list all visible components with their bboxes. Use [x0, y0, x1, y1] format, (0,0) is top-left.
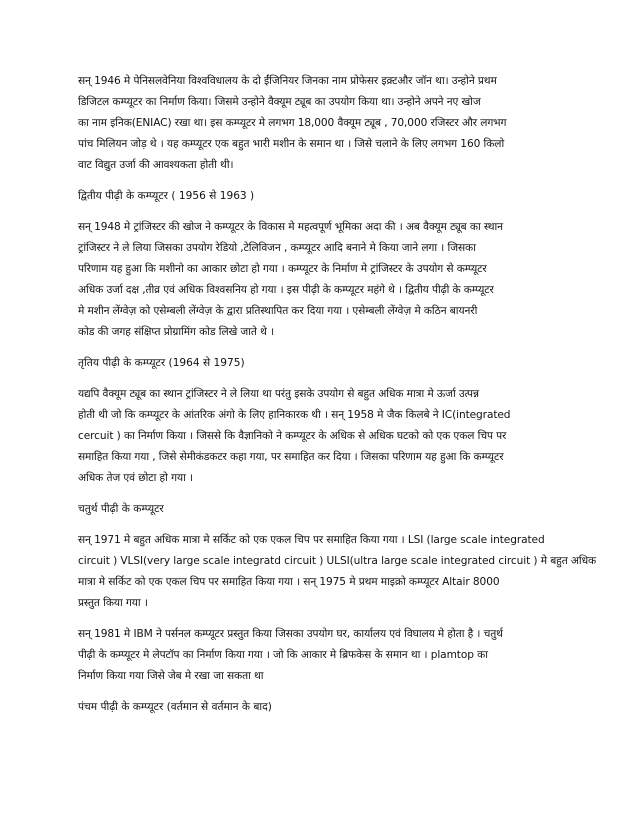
- text-line: कोड की जगह संक्षिप्त प्रोग्रामिंग कोड लिखे जाते थे ।: [78, 326, 274, 338]
- text-line: मात्रा मे सर्किट को एक एकल चिप पर समाहित किया गया । सन् 1975 मे प्रथम माइक्रो कम्प्यूटर Altair 8000: [78, 576, 500, 588]
- text-line: सन् 1948 मे ट्रांजिस्टर की खोज ने कम्प्यूटर के विकास मे महत्वपूर्ण भूमिका अदा की । अब वैक्यूम ट्यूब का स्थान: [78, 221, 503, 233]
- heading-fifth-generation: [78, 697, 562, 718]
- paragraph-first-generation: [78, 71, 562, 176]
- text-line: cercuit ) का निर्माण किया । जिससे कि वैज्ञानिको ने कम्प्यूटर के अधिक से अधिक घटको को एक एकल चिप पर: [78, 430, 507, 442]
- text-line: होती थी जो कि कम्प्यूटर के आंतरिक अंगो के लिए हानिकारक थी । सन् 1958 मे जैक किलबे ने IC(integrated: [78, 409, 511, 421]
- text-line: पीढ़ी के कम्प्यूटर मे लेपटॉप का निर्माण किया गया । जो कि आकार मे ब्रिफकेस के समान था । plamtop का: [78, 649, 488, 661]
- text-line: सन् 1946 मे पेनिसलवेनिया विश्वविधालय के दो ईंजिनियर जिनका नाम प्रोफेसर इक्र्टऔर जॉन था। उन्होने प्रथम: [78, 75, 497, 87]
- text-line: समाहित किया गया , जिसे सेमीकंडकटर कहा गया, पर समाहित कर दिया । जिसका परिणाम यह हुआ कि कम्प्यूटर: [78, 451, 504, 463]
- heading-text: तृतिय पीढ़ी के कम्प्यूटर (1964 से 1975): [78, 357, 245, 369]
- paragraph-third-generation: [78, 384, 562, 489]
- text-line: सन् 1971 मे बहुत अधिक मात्रा मे सर्किट को एक एकल चिप पर समाहित किया गया । LSI (large scale integrated: [78, 534, 545, 546]
- heading-second-generation: [78, 186, 562, 207]
- heading-text: द्वितीय पीढ़ी के कम्प्यूटर ( 1956 से 1963 ): [78, 190, 255, 202]
- text-line: प्रस्तुत किया गया ।: [78, 597, 148, 609]
- text-line: अधिक उर्जा दक्ष ,तीव्र एवं अधिक विश्वसनिय हो गया । इस पीढ़ी के कम्प्यूटर महंगे थे । द्वितीय पीढ़ी के कम्प्यूटर: [78, 284, 494, 296]
- heading-fourth-generation: [78, 499, 562, 520]
- text-line: का नाम इनिक(ENIAC) रखा था। इस कम्प्यूटर मे लगभग 18,000 वैक्यूम ट्यूब , 70,000 रजिस्टर और लगभग: [78, 117, 507, 129]
- heading-text: चतुर्थ पीढ़ी के कम्प्यूटर: [78, 503, 164, 515]
- text-line: मे मशीन लेंग्वेज़ को एसेम्बली लेंग्वेज़ के द्वारा प्रतिस्थापित कर दिया गया । एसेम्बली लेंग्वेज़ मे कठिन बायनरी: [78, 305, 478, 317]
- heading-third-generation: [78, 353, 562, 374]
- text-line: डिजिटल कम्प्यूटर का निर्माण किया। जिसमे उन्होने वैक्यूम ट्यूब का उपयोग किया था। उन्होने अपने नए खोज: [78, 96, 481, 108]
- text-line: पांच मिलियन जोड़ थे । यह कम्प्यूटर एक बहुत भारी मशीन के समान था । जिसे चलाने के लिए लगभग 160 किलो: [78, 138, 505, 150]
- heading-text: पंचम पीढ़ी के कम्प्यूटर (वर्तमान से वर्तमान के बाद): [78, 701, 272, 713]
- text-line: परिणाम यह हुआ कि मशीनो का आकार छोटा हो गया । कम्प्यूटर के निर्माण मे ट्रांजिस्टर के उपयोग से कम्प्यूटर: [78, 263, 487, 275]
- paragraph-fourth-generation-pc: [78, 624, 562, 687]
- text-line: निर्माण किया गया जिसे जेब मे रखा जा सकता था: [78, 670, 264, 682]
- paragraph-second-generation: [78, 217, 562, 343]
- paragraph-fourth-generation-ic: [78, 530, 597, 614]
- text-line: वाट विद्युत उर्जा की आवश्यकता होती थी।: [78, 159, 234, 171]
- text-line: सन् 1981 मे IBM ने पर्सनल कम्प्यूटर प्रस्तुत किया जिसका उपयोग घर, कार्यालय एवं विघालय मे होता है । चतुर्थ: [78, 628, 503, 640]
- text-line: यद्यपि वैक्यूम ट्यूब का स्थान ट्रांजिस्टर ने ले लिया था परंतु इसके उपयोग से बहुत अधिक मात्रा मे ऊर्जा उत्पन्न: [78, 388, 479, 400]
- text-line: circuit ) VLSI(very large scale integratd circuit ) ULSI(ultra large scale integrated circuit ) मे बहुत अधिक: [78, 555, 597, 567]
- text-line: ट्रांजिस्टर ने ले लिया जिसका उपयोग रेडियो ,टेलिविजन , कम्प्यूटर आदि बनाने मे किया जाने लगा । जिसका: [78, 242, 476, 254]
- text-line: अधिक तेज एवं छोटा हो गया ।: [78, 472, 193, 484]
